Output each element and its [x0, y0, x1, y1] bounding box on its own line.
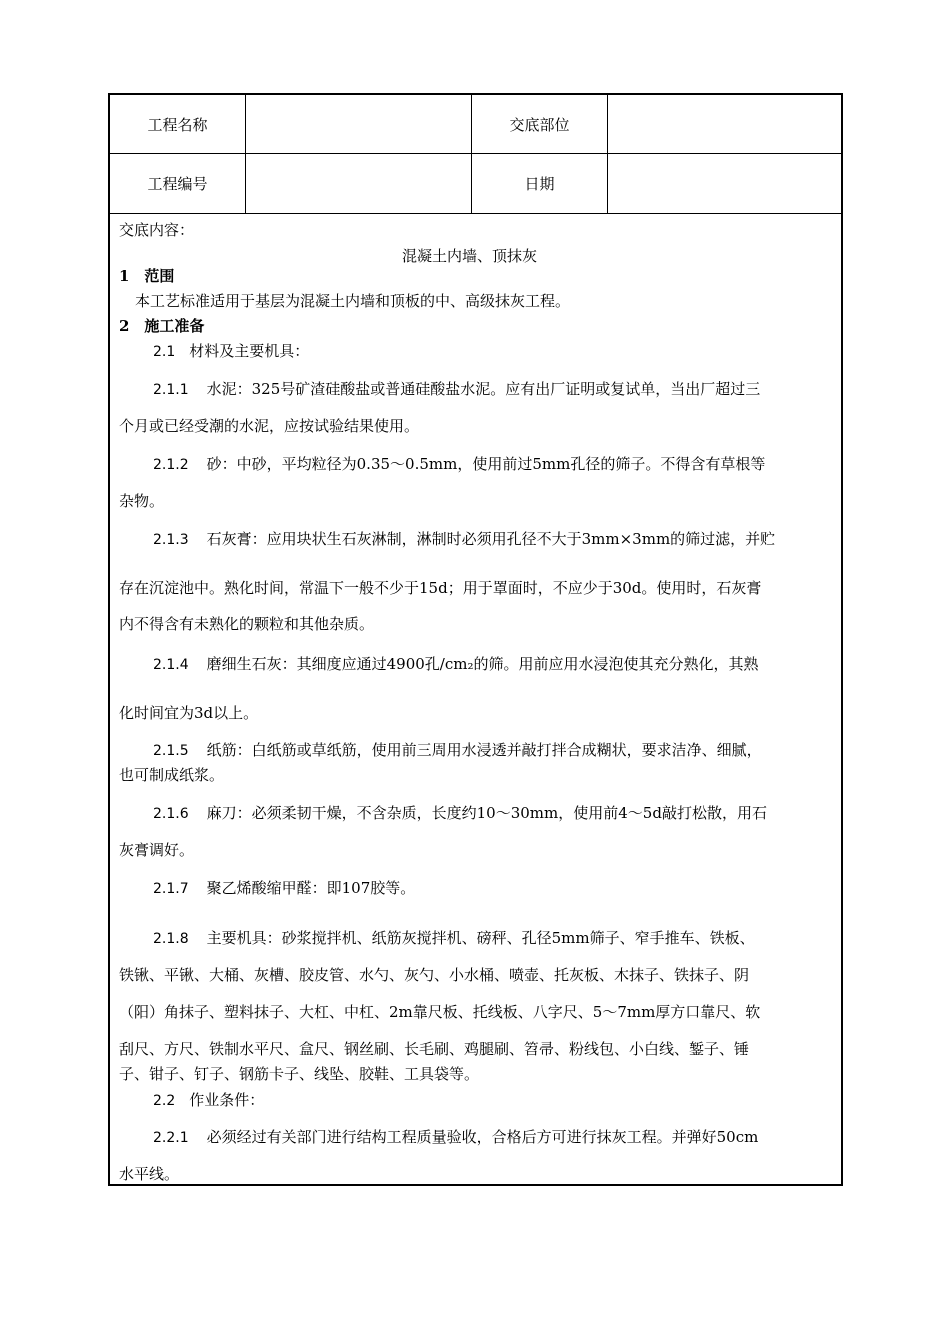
item-2-1-3-line-1 [153, 528, 775, 549]
item-2-1-5-line-2: 也可制成纸浆。 [119, 766, 225, 784]
subsection-2-1-text: 材料及主要机具： [189, 342, 310, 360]
subsection-2-2 [153, 1089, 264, 1110]
item-2-1-3-number: 2.1.3 [153, 532, 189, 548]
item-2-1-6-line-2: 灰膏调好。 [119, 841, 195, 859]
project-no-value [246, 154, 471, 213]
item-2-1-1-number: 2.1.1 [153, 382, 189, 398]
item-2-1-8-line-3: （阳）角抹子、塑料抹子、大杠、中杠、2m靠尺板、托线板、八字尺、5～7mm厚方口靠尺、软 [119, 1003, 761, 1021]
handover-part-value [608, 95, 841, 153]
date-value [608, 154, 841, 213]
date-label: 日期 [524, 175, 555, 193]
project-name-label: 工程名称 [147, 115, 208, 134]
item-2-1-1-text: 水泥：325号矿渣硅酸盐或普通硅酸盐水泥。应有出厂证明或复试单，当出厂超过三 [206, 380, 761, 398]
item-2-1-8-text: 主要机具：砂浆搅拌机、纸筋灰搅拌机、磅秤、孔径5mm筛子、窄手推车、铁板、 [206, 929, 755, 947]
item-2-1-8-line-1 [153, 927, 755, 948]
item-2-1-8-line-2: 铁锹、平锹、大桶、灰槽、胶皮管、水勺、灰勺、小水桶、喷壶、托灰板、木抹子、铁抹子、阴 [119, 966, 750, 984]
item-2-1-3-line-2: 存在沉淀池中。熟化时间，常温下一般不少于15d；用于罩面时，不应少于30d。使用时，石灰膏 [119, 579, 762, 597]
item-2-2-1-line-1 [153, 1126, 758, 1147]
project-no-label: 工程编号 [147, 175, 208, 193]
item-2-1-2-text: 砂：中砂，平均粒径为0.35～0.5mm，使用前过5mm孔径的筛子。不得含有草根等 [206, 455, 766, 473]
item-2-1-7-line-1 [153, 877, 415, 898]
item-2-1-6-line-1 [153, 802, 767, 823]
project-name-value [246, 95, 471, 153]
subsection-2-1 [153, 340, 309, 361]
item-2-1-2-line-2: 杂物。 [119, 492, 165, 510]
item-2-1-5-text: 纸筋：白纸筋或草纸筋，使用前三周用水浸透并敲打拌合成糊状，要求洁净、细腻， [206, 741, 762, 759]
item-2-1-1-line-1 [153, 378, 760, 399]
item-2-1-2-line-1 [153, 453, 765, 474]
item-2-1-6-number: 2.1.6 [153, 806, 189, 822]
item-2-1-3-text: 石灰膏：应用块状生石灰淋制，淋制时必须用孔径不大于3mm×3mm的筛过滤，并贮 [206, 530, 776, 548]
item-2-1-8-number: 2.1.8 [153, 931, 189, 947]
item-2-1-8-line-4: 刮尺、方尺、铁制水平尺、盒尺、钢丝刷、长毛刷、鸡腿刷、笤帚、粉线包、小白线、錾子、锤 [119, 1040, 750, 1058]
subsection-2-2-number: 2.2 [153, 1093, 176, 1109]
item-2-2-1-text: 必须经过有关部门进行结构工程质量验收，合格后方可进行抹灰工程。并弹好50cm [206, 1128, 759, 1146]
subsection-2-2-text: 作业条件： [189, 1091, 265, 1109]
content-label: 交底内容： [119, 221, 195, 239]
item-2-1-4-text: 磨细生石灰：其细度应通过4900孔/cm₂的筛。用前应用水浸泡使其充分熟化，其熟 [206, 655, 759, 673]
item-2-1-1-line-2: 个月或已经受潮的水泥，应按试验结果使用。 [119, 417, 420, 435]
item-2-1-7-number: 2.1.7 [153, 881, 189, 897]
item-2-1-5-number: 2.1.5 [153, 743, 189, 759]
header-table [110, 95, 841, 213]
section-2-heading: 2 施工准备 [119, 317, 205, 335]
item-2-2-1-number: 2.2.1 [153, 1130, 189, 1146]
subsection-2-1-number: 2.1 [153, 344, 176, 360]
document-title: 混凝土内墙、顶抹灰 [402, 247, 538, 265]
item-2-1-5-line-1 [153, 739, 762, 760]
section-1-text: 本工艺标准适用于基层为混凝土内墙和顶板的中、高级抹灰工程。 [135, 292, 571, 310]
item-2-1-6-text: 麻刀：必须柔韧干燥，不含杂质，长度约10～30mm，使用前4～5d敲打松散，用石 [206, 804, 767, 822]
section-1-heading: 1 范围 [119, 267, 175, 285]
handover-form [108, 93, 843, 1186]
item-2-1-8-line-5: 子、钳子、钉子、钢筋卡子、线坠、胶鞋、工具袋等。 [119, 1065, 480, 1083]
item-2-1-4-line-2: 化时间宜为3d以上。 [119, 704, 259, 722]
item-2-1-3-line-3: 内不得含有未熟化的颗粒和其他杂质。 [119, 615, 375, 633]
item-2-1-4-line-1 [153, 653, 759, 674]
item-2-1-7-text: 聚乙烯酸缩甲醛：即107胶等。 [206, 879, 416, 897]
handover-part-label: 交底部位 [509, 115, 570, 134]
item-2-2-1-line-2: 水平线。 [119, 1165, 180, 1183]
item-2-1-4-number: 2.1.4 [153, 657, 189, 673]
item-2-1-2-number: 2.1.2 [153, 457, 189, 473]
